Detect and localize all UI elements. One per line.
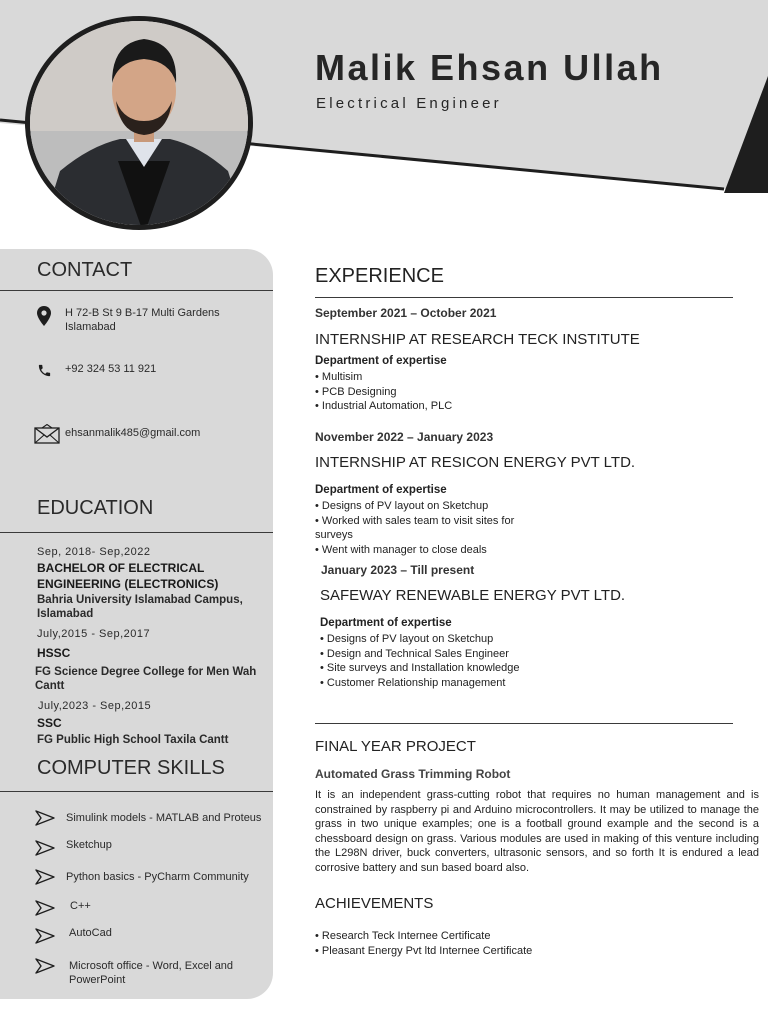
institution-line: FG Science Degree College for Men Wah: [35, 666, 257, 678]
job-dept: Department of expertise: [320, 617, 452, 629]
bullet-item: • Designs of PV layout on Sketchup: [315, 500, 489, 512]
bullet-item: • Multisim: [315, 371, 363, 383]
job-title: SAFEWAY RENEWABLE ENERGY PVT LTD.: [320, 587, 626, 604]
bullet-item: • Site surveys and Installation knowledge: [320, 662, 520, 674]
envelope-icon: [34, 424, 60, 444]
address-line2: Islamabad: [65, 321, 116, 333]
job-date: January 2023 – Till present: [321, 563, 475, 577]
education-degree: HSSC: [37, 646, 71, 660]
bullet-item: • Design and Technical Sales Engineer: [320, 647, 509, 660]
job-dept: Department of expertise: [315, 484, 447, 496]
education-heading: EDUCATION: [37, 497, 154, 519]
candidate-title: Electrical Engineer: [316, 95, 502, 112]
education-institution: [35, 665, 256, 693]
job-title: INTERNSHIP AT RESEARCH TECK INSTITUTE: [315, 331, 640, 348]
skills-heading: COMPUTER SKILLS: [37, 757, 225, 779]
job-bullets: [320, 632, 520, 690]
job-date: November 2022 – January 2023: [315, 430, 494, 444]
arrow-bullet-icon: [35, 840, 55, 856]
skill-item: Sketchup: [66, 839, 112, 851]
skill-item: Simulink models - MATLAB and Proteus: [66, 812, 262, 824]
job-date: September 2021 – October 2021: [315, 306, 497, 320]
bullet-item: • Worked with sales team to visit sites for: [315, 514, 515, 527]
education-date: July,2015 - Sep,2017: [37, 628, 151, 640]
education-divider: [0, 532, 273, 533]
bullet-item: surveys: [315, 529, 353, 541]
project-name: Automated Grass Trimming Robot: [315, 767, 511, 781]
arrow-bullet-icon: [35, 928, 55, 944]
achievement-list: [315, 929, 532, 958]
job-bullets: [315, 370, 452, 414]
contact-heading: CONTACT: [37, 259, 133, 281]
skill-item: AutoCad: [69, 927, 112, 939]
education-institution: FG Public High School Taxila Cantt: [37, 734, 229, 746]
skill-line: PowerPoint: [69, 974, 126, 986]
bullet-item: • Went with manager to close deals: [315, 543, 487, 556]
job-bullets: [315, 499, 514, 557]
education-degree: SSC: [37, 716, 62, 730]
achievement-item: • Research Teck Internee Certificate: [315, 930, 491, 942]
bullet-item: • Industrial Automation, PLC: [315, 400, 453, 412]
project-description: It is an independent grass-cutting robot that requires no human management and is constrained by raspberry pi and Arduino microcontrollers. It may be utilized to manage the grass in two unique examples; one is a football ground example and the second is a chessboard design on grass. Various modules are used in making of this venture including the L298N driver, buck converters, ultrasonic sensors, and so forth It is endured a lead corrosive battery and sun based board also.: [315, 789, 759, 874]
job-title: INTERNSHIP AT RESICON ENERGY PVT LTD.: [315, 454, 636, 471]
skill-item: C++: [70, 900, 91, 912]
achievements-heading: ACHIEVEMENTS: [315, 895, 434, 912]
contact-divider: [0, 290, 273, 291]
experience-divider: [315, 297, 733, 298]
skill-item: [69, 959, 233, 987]
education-date: July,2023 - Sep,2015: [38, 700, 152, 712]
arrow-bullet-icon: [35, 900, 55, 916]
phone-icon: [37, 363, 52, 378]
bullet-item: • Customer Relationship management: [320, 676, 506, 689]
arrow-bullet-icon: [35, 810, 55, 826]
institution-line: Cantt: [35, 680, 65, 692]
project-heading: FINAL YEAR PROJECT: [315, 738, 476, 755]
institution-line: Bahria University Islamabad Campus,: [37, 594, 243, 606]
skill-line: Microsoft office - Word, Excel and: [69, 960, 234, 972]
location-pin-icon: [37, 306, 51, 326]
degree-line: BACHELOR OF ELECTRICAL: [37, 561, 205, 575]
arrow-bullet-icon: [35, 958, 55, 974]
candidate-name: Malik Ehsan Ullah: [315, 47, 664, 88]
degree-line: ENGINEERING (ELECTRONICS): [37, 577, 219, 591]
arrow-bullet-icon: [35, 869, 55, 885]
education-degree: [37, 560, 218, 592]
section-divider: [315, 723, 733, 724]
contact-email[interactable]: ehsanmalik485@gmail.com: [65, 427, 201, 439]
skills-divider: [0, 791, 273, 792]
job-dept: Department of expertise: [315, 355, 447, 367]
achievement-item: • Pleasant Energy Pvt ltd Internee Certificate: [315, 944, 533, 957]
education-date: Sep, 2018- Sep,2022: [37, 546, 151, 558]
skill-item: Python basics - PyCharm Community: [66, 871, 249, 883]
contact-address: [65, 306, 220, 334]
sidebar: [0, 249, 273, 999]
institution-line: Islamabad: [37, 608, 94, 620]
contact-phone[interactable]: +92 324 53 11 921: [65, 363, 157, 375]
experience-heading: EXPERIENCE: [315, 265, 444, 287]
bullet-item: • PCB Designing: [315, 385, 397, 398]
address-line1: H 72-B St 9 B-17 Multi Gardens: [65, 307, 220, 319]
education-institution: [37, 593, 243, 621]
bullet-item: • Designs of PV layout on Sketchup: [320, 633, 494, 645]
profile-photo: [25, 16, 253, 230]
